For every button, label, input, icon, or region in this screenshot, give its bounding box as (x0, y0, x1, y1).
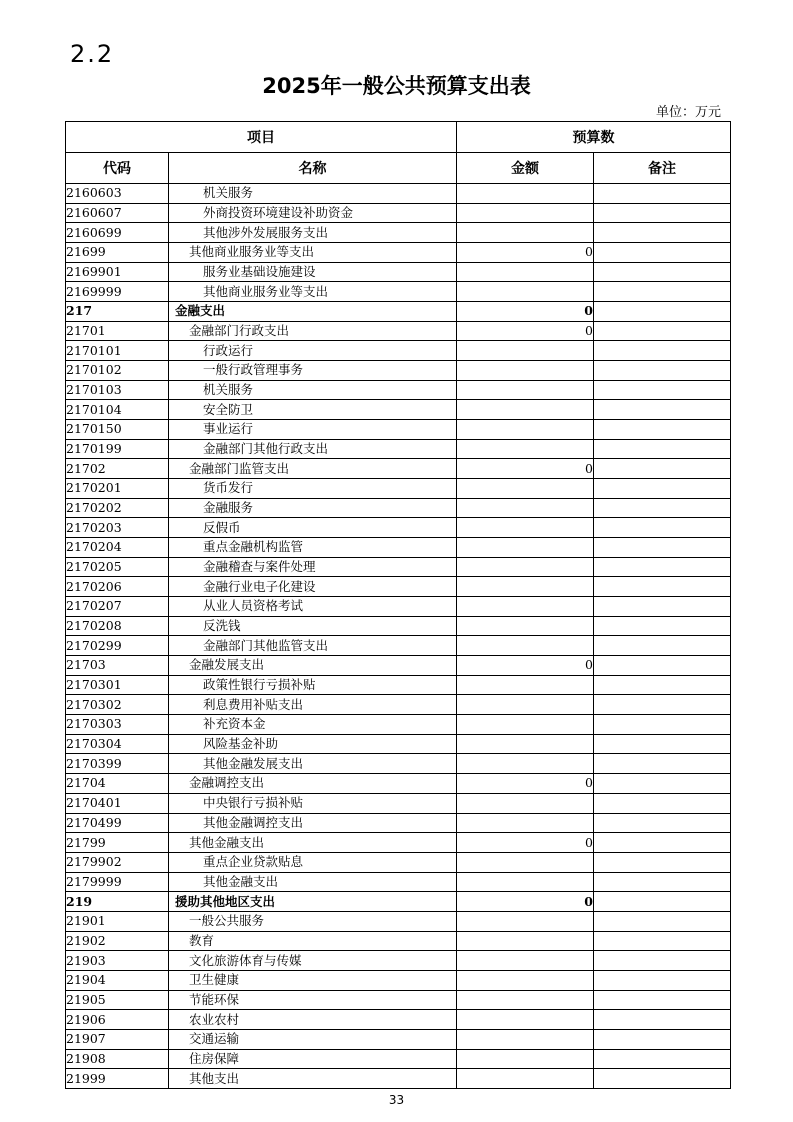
amount-cell: 0 (457, 459, 594, 479)
note-cell (594, 243, 731, 263)
code-cell: 21702 (66, 459, 169, 479)
name-cell: 机关服务 (169, 380, 457, 400)
note-cell (594, 557, 731, 577)
amount-cell: 0 (457, 656, 594, 676)
table-row (66, 734, 731, 754)
note-cell (594, 636, 731, 656)
table-row (66, 577, 731, 597)
name-cell: 风险基金补助 (169, 734, 457, 754)
name-cell: 金融行业电子化建设 (169, 577, 457, 597)
name-cell: 金融稽查与案件处理 (169, 557, 457, 577)
name-cell: 其他涉外发展服务支出 (169, 223, 457, 243)
code-cell: 2170207 (66, 597, 169, 617)
name-cell: 机关服务 (169, 184, 457, 204)
name-cell: 住房保障 (169, 1049, 457, 1069)
code-cell: 2170208 (66, 616, 169, 636)
code-cell: 2170201 (66, 479, 169, 499)
name-cell: 一般公共服务 (169, 911, 457, 931)
name-cell: 其他金融支出 (169, 872, 457, 892)
table-row (66, 616, 731, 636)
table-row (66, 400, 731, 420)
note-cell (594, 203, 731, 223)
name-cell: 事业运行 (169, 420, 457, 440)
note-cell (594, 734, 731, 754)
table-row (66, 636, 731, 656)
table-row (66, 1029, 731, 1049)
table-row (66, 597, 731, 617)
table-row (66, 302, 731, 322)
amount-cell (457, 203, 594, 223)
amount-cell: 0 (457, 774, 594, 794)
code-cell: 2170302 (66, 695, 169, 715)
name-cell: 货币发行 (169, 479, 457, 499)
note-cell (594, 1010, 731, 1030)
amount-cell (457, 1069, 594, 1089)
code-cell: 2170401 (66, 793, 169, 813)
table-row (66, 1010, 731, 1030)
name-cell: 其他金融支出 (169, 833, 457, 853)
code-cell: 21699 (66, 243, 169, 263)
table-row (66, 203, 731, 223)
code-cell: 2170199 (66, 439, 169, 459)
table-row (66, 420, 731, 440)
name-cell: 金融部门监管支出 (169, 459, 457, 479)
amount-cell (457, 498, 594, 518)
amount-cell (457, 479, 594, 499)
name-cell: 援助其他地区支出 (169, 892, 457, 912)
note-cell (594, 420, 731, 440)
name-cell: 文化旅游体育与传媒 (169, 951, 457, 971)
code-cell: 21907 (66, 1029, 169, 1049)
note-cell (594, 538, 731, 558)
header-note: 备注 (594, 153, 731, 184)
name-cell: 金融发展支出 (169, 656, 457, 676)
code-cell: 2170303 (66, 715, 169, 735)
note-cell (594, 793, 731, 813)
code-cell: 21904 (66, 970, 169, 990)
note-cell (594, 715, 731, 735)
code-cell: 2170103 (66, 380, 169, 400)
amount-cell (457, 400, 594, 420)
table-row (66, 695, 731, 715)
code-cell: 21799 (66, 833, 169, 853)
code-cell: 21704 (66, 774, 169, 794)
name-cell: 教育 (169, 931, 457, 951)
name-cell: 其他商业服务业等支出 (169, 243, 457, 263)
table-row (66, 793, 731, 813)
table-row (66, 498, 731, 518)
code-cell: 2160699 (66, 223, 169, 243)
table-row (66, 321, 731, 341)
amount-cell (457, 675, 594, 695)
note-cell (594, 400, 731, 420)
code-cell: 21701 (66, 321, 169, 341)
note-cell (594, 321, 731, 341)
table-row (66, 538, 731, 558)
note-cell (594, 931, 731, 951)
code-cell: 2179999 (66, 872, 169, 892)
name-cell: 其他金融调控支出 (169, 813, 457, 833)
code-cell: 21906 (66, 1010, 169, 1030)
name-cell: 安全防卫 (169, 400, 457, 420)
note-cell (594, 951, 731, 971)
table-row (66, 459, 731, 479)
code-cell: 2170499 (66, 813, 169, 833)
code-cell: 2160607 (66, 203, 169, 223)
note-cell (594, 597, 731, 617)
note-cell (594, 262, 731, 282)
table-body (66, 184, 731, 1089)
table-row (66, 715, 731, 735)
code-cell: 2170101 (66, 341, 169, 361)
table-row (66, 852, 731, 872)
note-cell (594, 911, 731, 931)
amount-cell (457, 538, 594, 558)
code-cell: 2169901 (66, 262, 169, 282)
amount-cell (457, 970, 594, 990)
note-cell (594, 341, 731, 361)
amount-cell (457, 184, 594, 204)
code-cell: 21999 (66, 1069, 169, 1089)
name-cell: 重点企业贷款贴息 (169, 852, 457, 872)
note-cell (594, 675, 731, 695)
code-cell: 2170204 (66, 538, 169, 558)
note-cell (594, 1029, 731, 1049)
note-cell (594, 872, 731, 892)
header-code: 代码 (66, 153, 169, 184)
amount-cell (457, 715, 594, 735)
amount-cell (457, 852, 594, 872)
table-row (66, 675, 731, 695)
amount-cell (457, 793, 594, 813)
note-cell (594, 990, 731, 1010)
note-cell (594, 813, 731, 833)
header-amount: 金额 (457, 153, 594, 184)
code-cell: 21703 (66, 656, 169, 676)
table-row (66, 892, 731, 912)
amount-cell (457, 518, 594, 538)
amount-cell (457, 223, 594, 243)
table-row (66, 656, 731, 676)
code-cell: 2170205 (66, 557, 169, 577)
table-row (66, 380, 731, 400)
code-cell: 2170203 (66, 518, 169, 538)
name-cell: 其他金融发展支出 (169, 754, 457, 774)
code-cell: 2169999 (66, 282, 169, 302)
amount-cell (457, 951, 594, 971)
note-cell (594, 479, 731, 499)
table-row (66, 282, 731, 302)
name-cell: 交通运输 (169, 1029, 457, 1049)
amount-cell (457, 931, 594, 951)
code-cell: 21902 (66, 931, 169, 951)
name-cell: 金融部门行政支出 (169, 321, 457, 341)
table-row (66, 557, 731, 577)
note-cell (594, 459, 731, 479)
note-cell (594, 1049, 731, 1069)
note-cell (594, 616, 731, 636)
note-cell (594, 695, 731, 715)
header-budget-group: 预算数 (457, 122, 731, 153)
note-cell (594, 970, 731, 990)
note-cell (594, 577, 731, 597)
amount-cell (457, 813, 594, 833)
amount-cell: 0 (457, 302, 594, 322)
amount-cell (457, 872, 594, 892)
amount-cell (457, 420, 594, 440)
table-row (66, 833, 731, 853)
amount-cell (457, 636, 594, 656)
table-row (66, 1069, 731, 1089)
code-cell: 219 (66, 892, 169, 912)
table-row (66, 479, 731, 499)
name-cell: 卫生健康 (169, 970, 457, 990)
note-cell (594, 518, 731, 538)
note-cell (594, 439, 731, 459)
note-cell (594, 833, 731, 853)
name-cell: 其他商业服务业等支出 (169, 282, 457, 302)
name-cell: 服务业基础设施建设 (169, 262, 457, 282)
code-cell: 21901 (66, 911, 169, 931)
name-cell: 从业人员资格考试 (169, 597, 457, 617)
amount-cell (457, 557, 594, 577)
code-cell: 21905 (66, 990, 169, 1010)
name-cell: 一般行政管理事务 (169, 361, 457, 381)
table-row (66, 1049, 731, 1069)
header-column-row (66, 153, 731, 184)
name-cell: 其他支出 (169, 1069, 457, 1089)
amount-cell (457, 380, 594, 400)
note-cell (594, 361, 731, 381)
name-cell: 行政运行 (169, 341, 457, 361)
amount-cell (457, 439, 594, 459)
page-number: 33 (388, 1093, 405, 1107)
table-row (66, 361, 731, 381)
page-title: 2025年一般公共预算支出表 (262, 74, 531, 98)
table-row (66, 774, 731, 794)
amount-cell (457, 616, 594, 636)
amount-cell (457, 1010, 594, 1030)
note-cell (594, 498, 731, 518)
amount-cell: 0 (457, 321, 594, 341)
name-cell: 反洗钱 (169, 616, 457, 636)
name-cell: 中央银行亏损补贴 (169, 793, 457, 813)
name-cell: 重点金融机构监管 (169, 538, 457, 558)
name-cell: 农业农村 (169, 1010, 457, 1030)
code-cell: 2160603 (66, 184, 169, 204)
code-cell: 2170150 (66, 420, 169, 440)
note-cell (594, 223, 731, 243)
section-number: 2.2 (70, 40, 115, 68)
table-row (66, 243, 731, 263)
amount-cell (457, 597, 594, 617)
code-cell: 217 (66, 302, 169, 322)
note-cell (594, 754, 731, 774)
name-cell: 金融调控支出 (169, 774, 457, 794)
note-cell (594, 892, 731, 912)
note-cell (594, 1069, 731, 1089)
name-cell: 金融服务 (169, 498, 457, 518)
amount-cell (457, 1029, 594, 1049)
amount-cell (457, 361, 594, 381)
note-cell (594, 380, 731, 400)
code-cell: 2170202 (66, 498, 169, 518)
budget-table (65, 121, 731, 1089)
table-row (66, 931, 731, 951)
code-cell: 21908 (66, 1049, 169, 1069)
table-row (66, 813, 731, 833)
name-cell: 金融支出 (169, 302, 457, 322)
table-row (66, 341, 731, 361)
table-row (66, 184, 731, 204)
note-cell (594, 774, 731, 794)
name-cell: 金融部门其他行政支出 (169, 439, 457, 459)
amount-cell: 0 (457, 892, 594, 912)
amount-cell (457, 1049, 594, 1069)
unit-label: 单位：万元 (655, 105, 721, 120)
name-cell: 外商投资环境建设补助资金 (169, 203, 457, 223)
header-name: 名称 (169, 153, 457, 184)
name-cell: 反假币 (169, 518, 457, 538)
table-row (66, 990, 731, 1010)
code-cell: 2170299 (66, 636, 169, 656)
amount-cell (457, 341, 594, 361)
note-cell (594, 656, 731, 676)
name-cell: 节能环保 (169, 990, 457, 1010)
amount-cell (457, 911, 594, 931)
amount-cell (457, 754, 594, 774)
header-item-group: 项目 (66, 122, 457, 153)
code-cell: 2170304 (66, 734, 169, 754)
code-cell: 2179902 (66, 852, 169, 872)
amount-cell: 0 (457, 243, 594, 263)
table-row (66, 223, 731, 243)
name-cell: 金融部门其他监管支出 (169, 636, 457, 656)
header-group-row (66, 122, 731, 153)
amount-cell (457, 990, 594, 1010)
code-cell: 2170102 (66, 361, 169, 381)
code-cell: 2170301 (66, 675, 169, 695)
table-row (66, 911, 731, 931)
table-row (66, 439, 731, 459)
amount-cell (457, 282, 594, 302)
code-cell: 2170399 (66, 754, 169, 774)
code-cell: 2170104 (66, 400, 169, 420)
name-cell: 补充资本金 (169, 715, 457, 735)
amount-cell (457, 262, 594, 282)
code-cell: 21903 (66, 951, 169, 971)
amount-cell (457, 577, 594, 597)
table-row (66, 970, 731, 990)
table-row (66, 518, 731, 538)
code-cell: 2170206 (66, 577, 169, 597)
note-cell (594, 302, 731, 322)
name-cell: 利息费用补贴支出 (169, 695, 457, 715)
note-cell (594, 282, 731, 302)
amount-cell: 0 (457, 833, 594, 853)
table-row (66, 951, 731, 971)
amount-cell (457, 734, 594, 754)
table-row (66, 754, 731, 774)
table-row (66, 262, 731, 282)
table-row (66, 872, 731, 892)
note-cell (594, 184, 731, 204)
note-cell (594, 852, 731, 872)
name-cell: 政策性银行亏损补贴 (169, 675, 457, 695)
amount-cell (457, 695, 594, 715)
